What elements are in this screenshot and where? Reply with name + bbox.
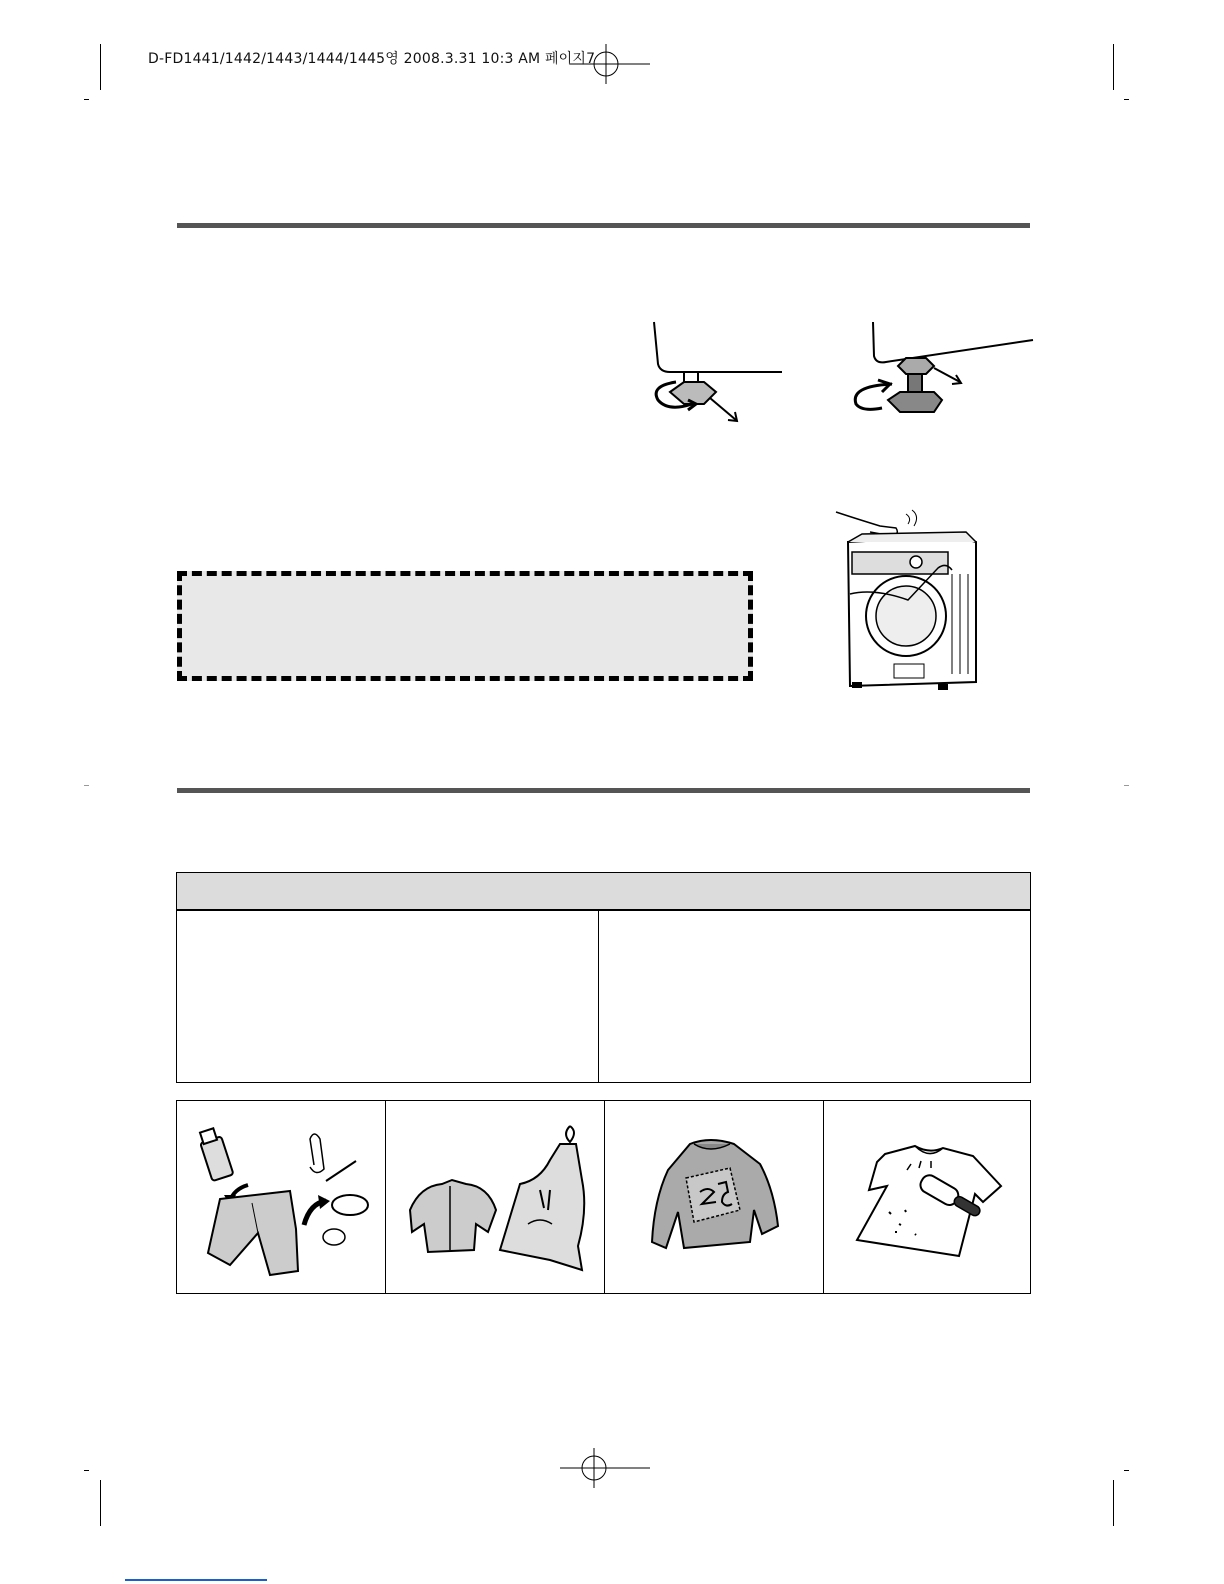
leveling-foot-raise-icon [848,320,1038,430]
fasten-zippers-icon [400,1120,595,1285]
table-body [176,909,1031,1083]
tick-mark [84,99,89,100]
tick-mark [1124,1470,1129,1471]
section-rule-top [177,223,1030,228]
brush-off-dirt-icon [855,1140,1005,1260]
tick-mark [84,1470,89,1471]
registration-target-bottom [560,1448,652,1490]
washer-stability-check-icon [834,504,984,694]
print-slug: D-FD1441/1442/1443/1444/1445영 2008.3.31 10:3 AM 페이지7 [148,51,596,67]
page-link-underline [125,1579,267,1581]
crop-mark-bottom-left [100,1480,101,1526]
crop-mark-bottom-right [1113,1480,1114,1526]
section-rule-middle [177,788,1030,793]
table-column-divider [598,910,599,1082]
crop-mark-top-left [100,44,101,90]
tick-mark [1124,99,1129,100]
leveling-foot-turn-icon [640,320,790,430]
tick-mark [84,785,89,786]
crop-mark-top-right [1113,44,1114,90]
note-box [177,571,753,681]
turn-inside-out-icon [650,1130,780,1265]
table-header [176,872,1031,910]
image-divider [385,1100,386,1294]
image-divider [604,1100,605,1294]
image-divider [823,1100,824,1294]
empty-pockets-icon [190,1125,375,1280]
tick-mark [1124,785,1129,786]
